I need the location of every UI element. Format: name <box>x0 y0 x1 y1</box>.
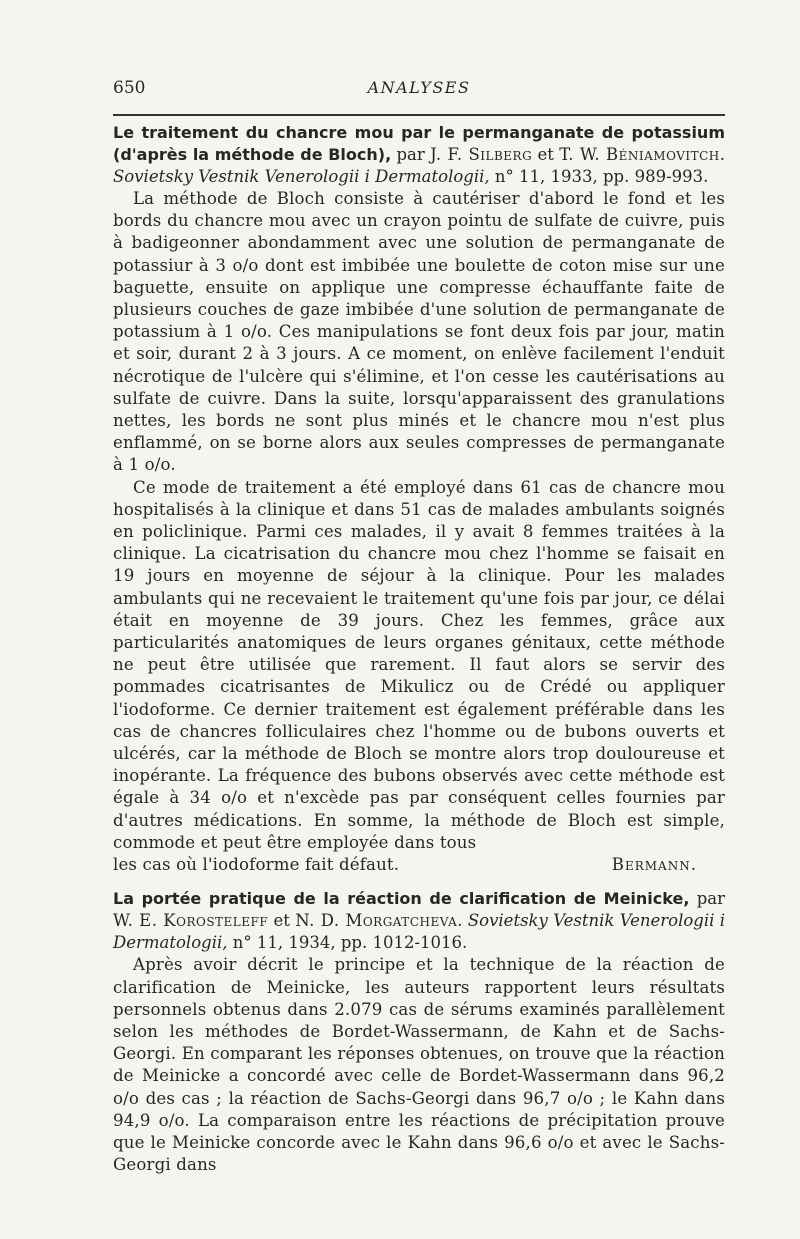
journal-name: Sovietsky Vestnik Venerologii i Dermatologii, <box>113 911 726 953</box>
journal-name: Sovietsky Vestnik Venerologii i Dermatologii, <box>113 167 490 186</box>
article-title: Le traitement du chancre mou par le permanganate de potassium (d'après la méthode de Bloch), <box>113 123 725 164</box>
article-author: J. F. Silberg <box>430 145 533 164</box>
paragraph: Après avoir décrit le principe et la technique de la réaction de clarification de Meinicke, les auteurs rapportent leurs résultats personnels obtenus dans 2.079 cas de sérums examinés parallèlement selon les méthodes de Bordet-Wassermann, de Kahn et de Sachs-Georgi. En comparant les réponses obtenues, on trouve que la réaction de Meinicke a concordé avec celle de Bordet-Wassermann dans 96,2 o/o des cas ; la réaction de Sachs-Georgi dans 96,7 o/o ; le Kahn dans 94,9 o/o. La comparaison entre les réactions de précipitation prouve que le Meinicke concorde avec le Kahn dans 96,6 o/o et avec le Sachs-Georgi dans <box>113 955 725 1175</box>
article-heading: Le traitement du chancre mou par le permanganate de potassium (d'après la méthode de Bloch), par J. F. Silberg et T. W. Béniamovitch. Sovietsky Vestnik Venerologii i Dermatologii, n° 11, 1933, pp. 989-993. <box>113 123 726 186</box>
page-number: 650 <box>113 78 146 98</box>
page-body <box>113 122 725 1176</box>
citation: n° 11, 1933, pp. 989-993. <box>489 167 709 186</box>
article-silberg <box>113 122 725 876</box>
article-title: La portée pratique de la réaction de clarification de Meinicke, <box>113 889 690 909</box>
article-author: W. E. Korosteleff <box>113 911 269 931</box>
header-rule <box>113 114 725 116</box>
article-heading: La portée pratique de la réaction de clarification de Meinicke, par W. E. Korosteleff et N. D. Morgatcheva. Sovietsky Vestnik Venerologii i Dermatologii, n° 11, 1934, pp. 1012-1016. <box>113 889 726 953</box>
signature-line <box>113 854 725 876</box>
paragraph: Ce mode de traitement a été employé dans 61 cas de chancre mou hospitalisés à la clinique et dans 51 cas de malades ambulants soignés en policlinique. Parmi ces malades, il y avait 8 femmes traitées à la clinique. La cicatrisation du chancre mou chez l'homme se faisait en 19 jours en moyenne de séjour à la clinique. Pour les malades ambulants qui ne recevaient le traitement qu'une fois par jour, ce délai était en moyenne de 39 jours. Chez les femmes, grâce aux particularités anatomiques de leurs organes génitaux, cette méthode ne peut être utilisée que rarement. Il faut alors se servir des pommades cicatrisantes de Mikulicz ou de Crédé ou appliquer l'iodoforme. Ce dernier traitement est également préférable dans les cas de chancres folliculaires chez l'homme ou de bubons ouverts et ulcérés, car la méthode de Bloch se montre alors trop douloureuse et inopérante. La fréquence des bubons observés avec cette méthode est égale à 34 o/o et n'excède pas par conséquent celles fournies par d'autres médications. En somme, la méthode de Bloch est simple, commode et peut être employée dans tous <box>113 477 725 852</box>
article-author: N. D. Morgatcheva <box>295 911 458 931</box>
paragraph: La méthode de Bloch consiste à cautériser d'abord le fond et les bords du chancre mou avec un crayon pointu de sulfate de cuivre, puis à badigeonner abondamment avec une solution de permanganate de potassiur à 3 o/o dont est imbibée une boulette de coton mise sur une baguette, ensuite on applique une compresse échauffante faite de plusieurs couches de gaze imbibée d'une solution de permanganate de potassium à 1 o/o. Ces manipulations se font deux fois par jour, matin et soir, durant 2 à 3 jours. A ce moment, on enlève facilement l'enduit nécrotique de l'ulcère qui s'élimine, et l'on cesse les cautérisations au sulfate de cuivre. Dans la suite, lorsqu'apparaissent des granulations nettes, les bords ne sont plus minés et le chancre mou n'est plus enflammé, on se borne alors aux seules compresses de permanganate à 1 o/o. <box>113 189 725 475</box>
paragraph-last-line: les cas où l'iodoforme fait défaut. <box>113 855 400 875</box>
running-title: ANALYSES <box>367 78 471 97</box>
page-header <box>113 78 725 100</box>
article-korosteleff <box>113 888 725 1176</box>
article-author: T. W. Béniamovitch <box>559 145 720 164</box>
reviewer-signature: Bermann. <box>611 855 697 875</box>
citation: n° 11, 1934, pp. 1012-1016. <box>227 933 468 953</box>
